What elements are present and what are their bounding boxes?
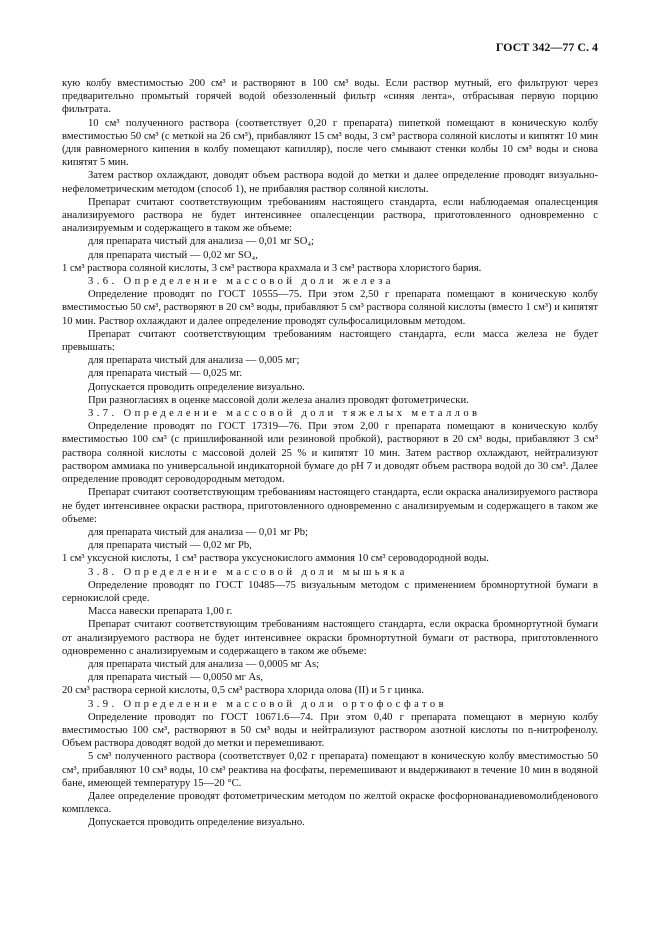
paragraph: Допускается проводить определение визуально. <box>88 381 305 393</box>
paragraph: 5 см³ полученного раствора (соответствует 0,02 г препарата) помещают в коническую колбу вместимостью 50 см³, прибавляют 10 см³ воды, 10 см³ реактива на фосфаты, перемешивают и выдерживают в течение 10 мин в водяной бане, имеющей температуру 15—20 °С. <box>62 751 598 789</box>
paragraph: 3.9. Определение массовой доли ортофосфатов <box>88 698 447 710</box>
paragraph: для препарата чистый — 0,025 мг. <box>88 368 243 380</box>
paragraph: 3.6. Определение массовой доли железа <box>88 276 394 288</box>
paragraph: 10 см³ полученного раствора (соответствует 0,20 г препарата) пипеткой помещают в коническую колбу вместимостью 50 см³ (с меткой на 26 см³), прибавляют 15 см³ воды, 3 см³ раствора соляной кислоты и кипятят 10 мин (для равномерного кипения в колбу помещают капилляр), после чего смывают стенки колбы 10 см³ воды и снова кипятят 5 мин. <box>62 117 598 169</box>
paragraph: для препарата чистый — 0,02 мг Pb, <box>88 540 252 552</box>
paragraph: для препарата чистый — 0,0050 мг As, <box>88 672 263 684</box>
paragraph: Допускается проводить определение визуально. <box>88 817 305 829</box>
paragraph: Масса навески препарата 1,00 г. <box>88 606 233 618</box>
paragraph: Определение проводят по ГОСТ 10485—75 визуальным методом с применением бромнортутной бумаги в сернокислой среде. <box>62 579 598 604</box>
paragraph: Далее определение проводят фотометрическим методом по желтой окраске фосфорнованадиевомолибденового комплекса. <box>62 790 598 816</box>
paragraph: Затем раствор охлаждают, доводят объем раствора водой до метки и далее определение проводят визуально-нефелометрическим методом (способ 1), не прибавляя раствор соляной кислоты. <box>62 170 598 195</box>
paragraph: для препарата чистый для анализа — 0,01 мг SO₄; <box>88 236 314 248</box>
paragraph: 1 см³ раствора соляной кислоты, 3 см³ раствора крахмала и 3 см³ раствора хлористого бария. <box>62 262 482 274</box>
paragraph: Препарат считают соответствующим требованиям настоящего стандарта, если окраска бромнортутной бумаги от анализируемого раствора не будет интенсивнее окраски бромнортутной бумаги от раствора, приготовленного одновременно с анализируемым и содержащего в таком же объеме: <box>62 619 598 657</box>
paragraph: 20 см³ раствора серной кислоты, 0,5 см³ раствора хлорида олова (II) и 5 г цинка. <box>62 685 425 697</box>
paragraph: для препарата чистый для анализа — 0,01 мг Pb; <box>88 526 308 538</box>
paragraph: для препарата чистый для анализа — 0,0005 мг As; <box>88 658 320 670</box>
paragraph: Препарат считают соответствующим требованиям настоящего стандарта, если окраска анализируемого раствора не будет интенсивнее окраски раствора, приготовленного одновременно с анализируемым и содержащего в таком же объеме: <box>62 487 598 525</box>
document-page <box>62 40 598 830</box>
paragraph: для препарата чистый — 0,02 мг SO₄, <box>88 249 258 261</box>
paragraph: 3.7. Определение массовой доли тяжелых металлов <box>88 408 481 420</box>
paragraph: Определение проводят по ГОСТ 10671.6—74. При этом 0,40 г препарата помещают в мерную колбу вместимостью 100 см³, растворяют в 50 см³ воды и нейтрализуют раствором азотной кислоты по n-нитрофенолу. Объем раствора доводят водой до метки и перемешивают. <box>62 711 598 750</box>
paragraph: При разногласиях в оценке массовой доли железа анализ проводят фотометрически. <box>88 394 469 406</box>
paragraph: Определение проводят по ГОСТ 10555—75. При этом 2,50 г препарата помещают в коническую колбу вместимостью 50 см³, растворяют в 20 см³ воды, прибавляют 5 см³ раствора соляной кислоты (вместо 1 см³) и кипятят 10 мин. Раствор охлаждают и далее определение проводят сульфосалициловым методом. <box>62 289 598 327</box>
page-header: ГОСТ 342—77 С. 4 <box>495 40 598 54</box>
document-body <box>62 77 598 830</box>
paragraph: кую колбу вместимостью 200 см³ и растворяют в 100 см³ воды. Если раствор мутный, его фильтруют через предварительно промытый горячей водой обеззоленный фильтр «синяя лента», отбрасывая первую порцию фильтрата. <box>62 78 598 116</box>
paragraph: Препарат считают соответствующим требованиям настоящего стандарта, если масса железа не будет превышать: <box>62 328 598 354</box>
paragraph: 3.8. Определение массовой доли мышьяка <box>88 566 408 578</box>
paragraph: Препарат считают соответствующим требованиям настоящего стандарта, если наблюдаемая опалесценция анализируемого раствора не будет интенсивнее опалесценции раствора, приготовленного одновременно с анализируемым и содержащего в таком же объеме: <box>62 196 598 235</box>
paragraph: для препарата чистый для анализа — 0,005 мг; <box>88 355 300 367</box>
paragraph: 1 см³ уксусной кислоты, 1 см³ раствора уксуснокислого аммония 10 см³ сероводородной воды. <box>62 553 489 565</box>
paragraph: Определение проводят по ГОСТ 17319—76. При этом 2,00 г препарата помещают в коническую колбу вместимостью 100 см³ (с пришлифованной или резиновой пробкой), растворяют в 20 см³ воды, прибавляют 3 см³ раствора соляной кислоты с массовой долей 25 % и кипятят 10 мин. Затем раствор охлаждают, нейтрализуют раствором аммиака по универсальной индикаторной бумаге до pH 7 и доводят объем раствора водой до 30 см³. Далее определение проводят сероводородным методом. <box>62 421 598 486</box>
